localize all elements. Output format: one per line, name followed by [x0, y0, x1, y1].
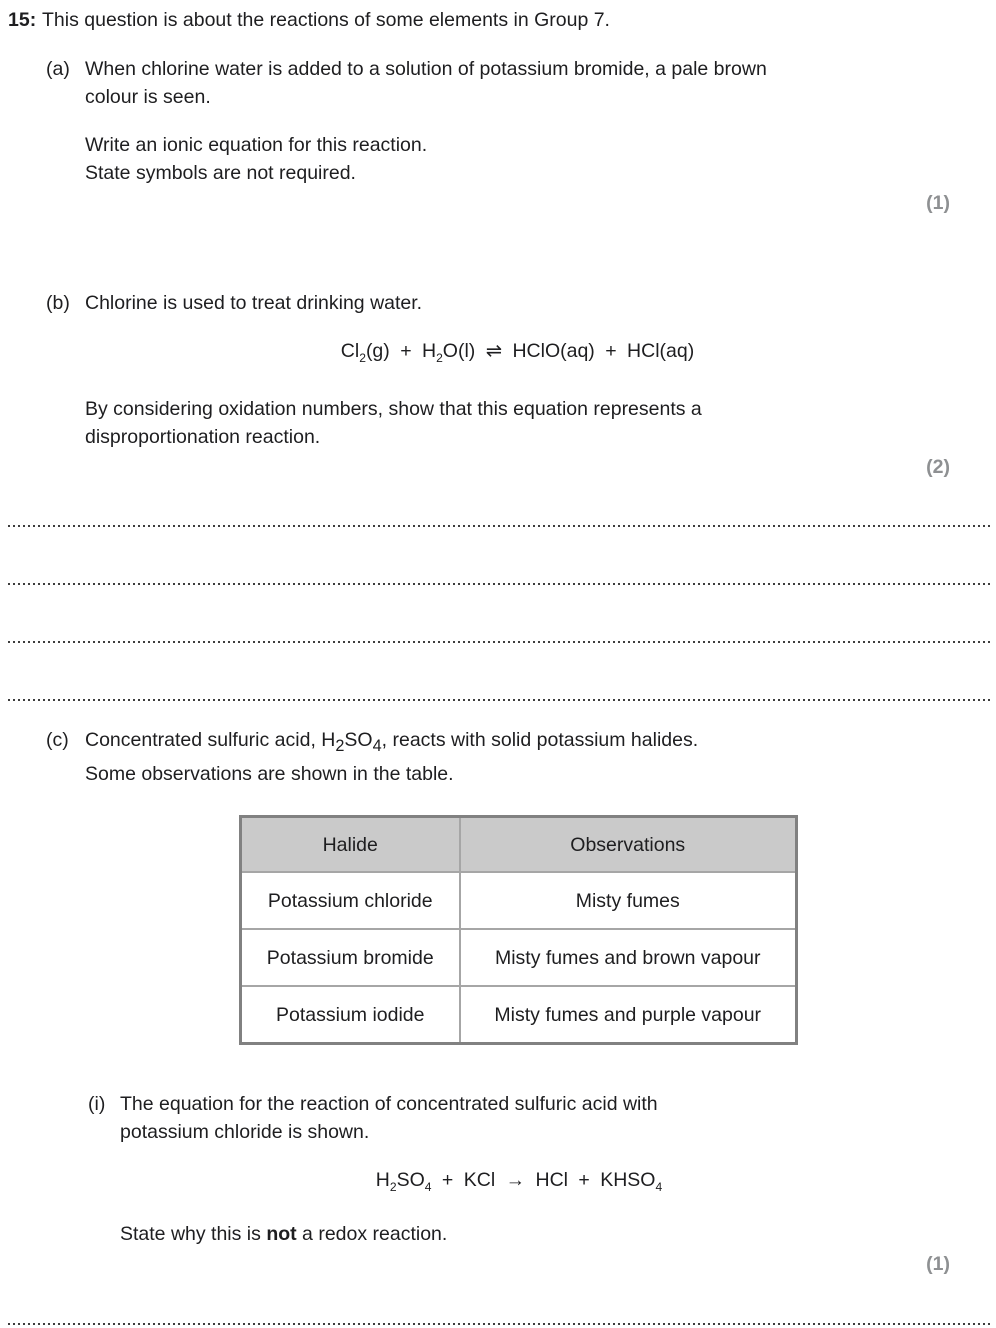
answer-line — [8, 699, 990, 701]
part-c-body — [85, 726, 950, 1278]
part-b-label: (b) — [46, 292, 70, 314]
question-number: 15: — [8, 9, 37, 31]
part-c-i-task — [120, 1220, 950, 1248]
halide-cell: Potassium bromide — [241, 929, 460, 986]
halide-cell: Potassium chloride — [241, 872, 460, 929]
part-c-i-label: (i) — [88, 1092, 106, 1115]
part-a — [0, 55, 996, 217]
question-intro-text: This question is about the reactions of some elements in Group 7. — [42, 9, 610, 31]
part-b-task-line1: By considering oxidation numbers, show that this equation represents a — [85, 398, 702, 420]
part-b-marks: (2) — [926, 456, 950, 478]
part-a-body — [85, 55, 950, 217]
answer-lines-block — [8, 525, 990, 701]
part-c-i — [85, 1090, 950, 1278]
part-c-i-statement-line2: potassium chloride is shown. — [120, 1120, 370, 1143]
part-c-label: (c) — [46, 729, 69, 751]
table-header-row — [241, 816, 797, 872]
part-c-statement-line1: Concentrated sulfuric acid, $H_2SO_4$, reacts with solid potassium halides. — [85, 729, 699, 755]
table-row — [241, 929, 797, 986]
part-b-body — [85, 289, 950, 481]
part-c — [0, 726, 996, 1278]
halide-column-header: Halide — [241, 816, 460, 872]
part-b-statement: Chlorine is used to treat drinking water. — [85, 292, 423, 314]
part-c-statement-line2: Some observations are shown in the table. — [85, 762, 454, 785]
part-b — [0, 289, 996, 481]
chlorine-water-equation: $Cl_2(g) + H_2O(l)$ ⇌ HClO(aq) + HCl(aq) — [340, 340, 695, 365]
observation-cell: Misty fumes and brown vapour — [460, 929, 797, 986]
answer-line — [8, 641, 990, 643]
part-c-i-statement-line1: The equation for the reaction of concentrated sulfuric acid with — [120, 1092, 658, 1115]
part-a-marks: (1) — [926, 192, 950, 214]
part-a-task-line2: State symbols are not required. — [85, 162, 356, 184]
task-suffix: a redox reaction. — [296, 1222, 448, 1245]
answer-line — [8, 583, 990, 585]
table-row — [241, 872, 797, 929]
question-intro-row — [0, 0, 996, 34]
halide-cell: Potassium iodide — [241, 986, 460, 1043]
part-a-label: (a) — [46, 58, 70, 80]
observation-cell: Misty fumes — [460, 872, 797, 929]
sulfuric-acid-kcl-equation: $H_2SO_4$ + KCl → HCl + $KHSO_4$ — [375, 1168, 663, 1194]
part-a-statement-line2: colour is seen. — [85, 86, 211, 108]
part-c-i-body — [120, 1090, 950, 1278]
part-a-task-line1: Write an ionic equation for this reaction. — [85, 134, 428, 156]
answer-line — [8, 1323, 990, 1325]
observation-cell: Misty fumes and purple vapour — [460, 986, 797, 1043]
answer-line — [8, 525, 990, 527]
observations-table — [239, 815, 798, 1045]
table-row — [241, 986, 797, 1043]
part-a-statement-line1: When chlorine water is added to a solution of potassium bromide, a pale brown — [85, 58, 767, 80]
observations-column-header: Observations — [460, 816, 797, 872]
task-bold-word: not — [266, 1222, 297, 1245]
task-prefix: State why this is — [120, 1222, 267, 1245]
part-c-i-marks: (1) — [926, 1252, 950, 1275]
part-b-task-line2: disproportionation reaction. — [85, 426, 321, 448]
